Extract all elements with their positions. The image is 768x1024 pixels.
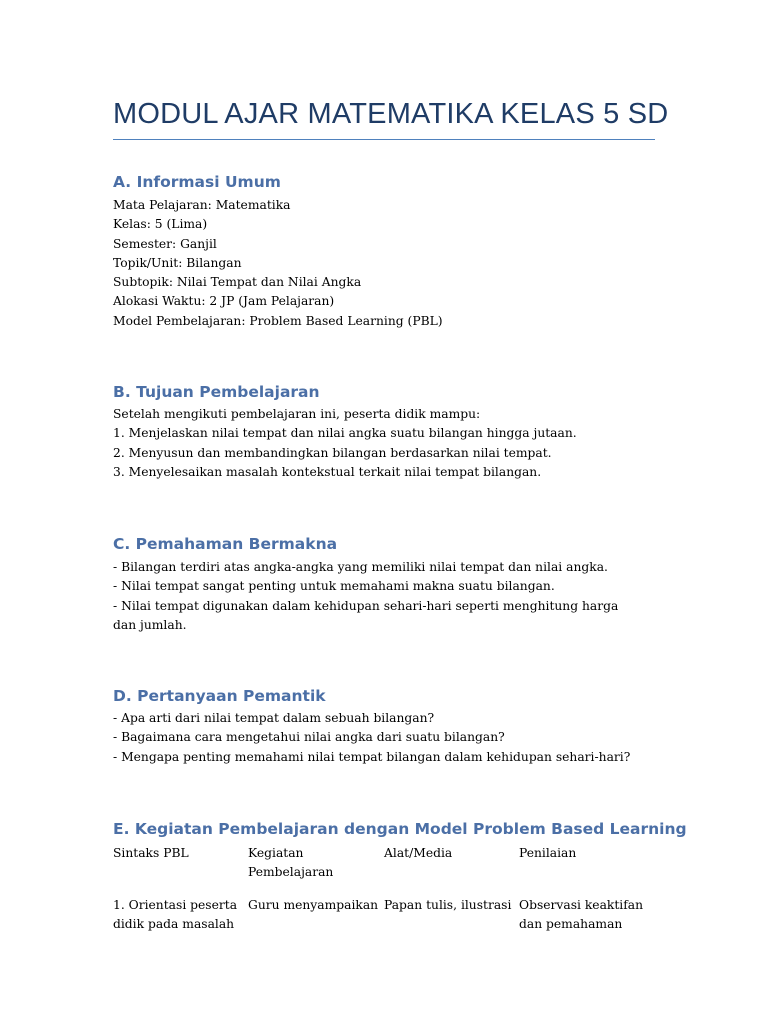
section-heading-informasi-umum: A. Informasi Umum bbox=[113, 173, 281, 191]
pemahaman-item: - Nilai tempat sangat penting untuk memahami makna suatu bilangan. bbox=[113, 579, 555, 594]
pemahaman-bermakna-list bbox=[113, 558, 623, 635]
info-alokasi-waktu: Alokasi Waktu: 2 JP (Jam Pelajaran) bbox=[113, 294, 335, 309]
info-topik: Topik/Unit: Bilangan bbox=[113, 255, 242, 270]
info-kelas: Kelas: 5 (Lima) bbox=[113, 217, 208, 232]
pertanyaan-pemantik-list bbox=[113, 709, 658, 767]
info-subtopik: Subtopik: Nilai Tempat dan Nilai Angka bbox=[113, 275, 362, 290]
pemahaman-item: - Nilai tempat digunakan dalam kehidupan sehari-hari seperti menghitung harga dan jumlah. bbox=[113, 598, 619, 632]
info-model-pembelajaran: Model Pembelajaran: Problem Based Learning (PBL) bbox=[113, 313, 443, 328]
tujuan-pembelajaran-list bbox=[113, 405, 658, 482]
table-cell: Guru menyampaikan bbox=[248, 897, 379, 912]
table-cell: Observasi keaktifan dan pemahaman bbox=[519, 897, 644, 931]
table-header-row bbox=[113, 844, 659, 896]
section-heading-kegiatan-pembelajaran: E. Kegiatan Pembelajaran dengan Model Problem Based Learning bbox=[113, 820, 687, 838]
pertanyaan-item: - Mengapa penting memahami nilai tempat bilangan dalam kehidupan sehari-hari? bbox=[113, 749, 631, 764]
title-underline bbox=[113, 139, 655, 140]
section-heading-pemahaman-bermakna: C. Pemahaman Bermakna bbox=[113, 535, 338, 553]
table-row bbox=[113, 896, 659, 935]
table-cell: Papan tulis, ilustrasi bbox=[384, 897, 512, 912]
table-header-cell: Penilaian bbox=[519, 846, 577, 860]
info-mata-pelajaran: Mata Pelajaran: Matematika bbox=[113, 198, 291, 212]
informasi-umum-list bbox=[113, 196, 658, 331]
kegiatan-pembelajaran-table bbox=[113, 844, 659, 934]
document-title: MODUL AJAR MATEMATIKA KELAS 5 SD bbox=[113, 98, 669, 130]
table-cell: 1. Orientasi peserta didik pada masalah bbox=[113, 897, 238, 931]
table-header-cell: Sintaks PBL bbox=[113, 846, 189, 860]
tujuan-item: 3. Menyelesaikan masalah kontekstual terkait nilai tempat bilangan. bbox=[113, 464, 542, 479]
table-header-cell: Kegiatan Pembelajaran bbox=[248, 846, 334, 880]
section-heading-pertanyaan-pemantik: D. Pertanyaan Pemantik bbox=[113, 687, 326, 705]
tujuan-intro: Setelah mengikuti pembelajaran ini, peserta didik mampu: bbox=[113, 407, 481, 421]
pertanyaan-item: - Bagaimana cara mengetahui nilai angka dari suatu bilangan? bbox=[113, 730, 505, 745]
info-semester: Semester: Ganjil bbox=[113, 236, 217, 251]
section-heading-tujuan-pembelajaran: B. Tujuan Pembelajaran bbox=[113, 383, 320, 401]
tujuan-item: 2. Menyusun dan membandingkan bilangan berdasarkan nilai tempat. bbox=[113, 445, 552, 460]
tujuan-item: 1. Menjelaskan nilai tempat dan nilai angka suatu bilangan hingga jutaan. bbox=[113, 426, 577, 441]
pertanyaan-item: - Apa arti dari nilai tempat dalam sebuah bilangan? bbox=[113, 711, 435, 725]
pemahaman-item: - Bilangan terdiri atas angka-angka yang memiliki nilai tempat dan nilai angka. bbox=[113, 560, 608, 574]
table-header-cell: Alat/Media bbox=[384, 846, 453, 860]
